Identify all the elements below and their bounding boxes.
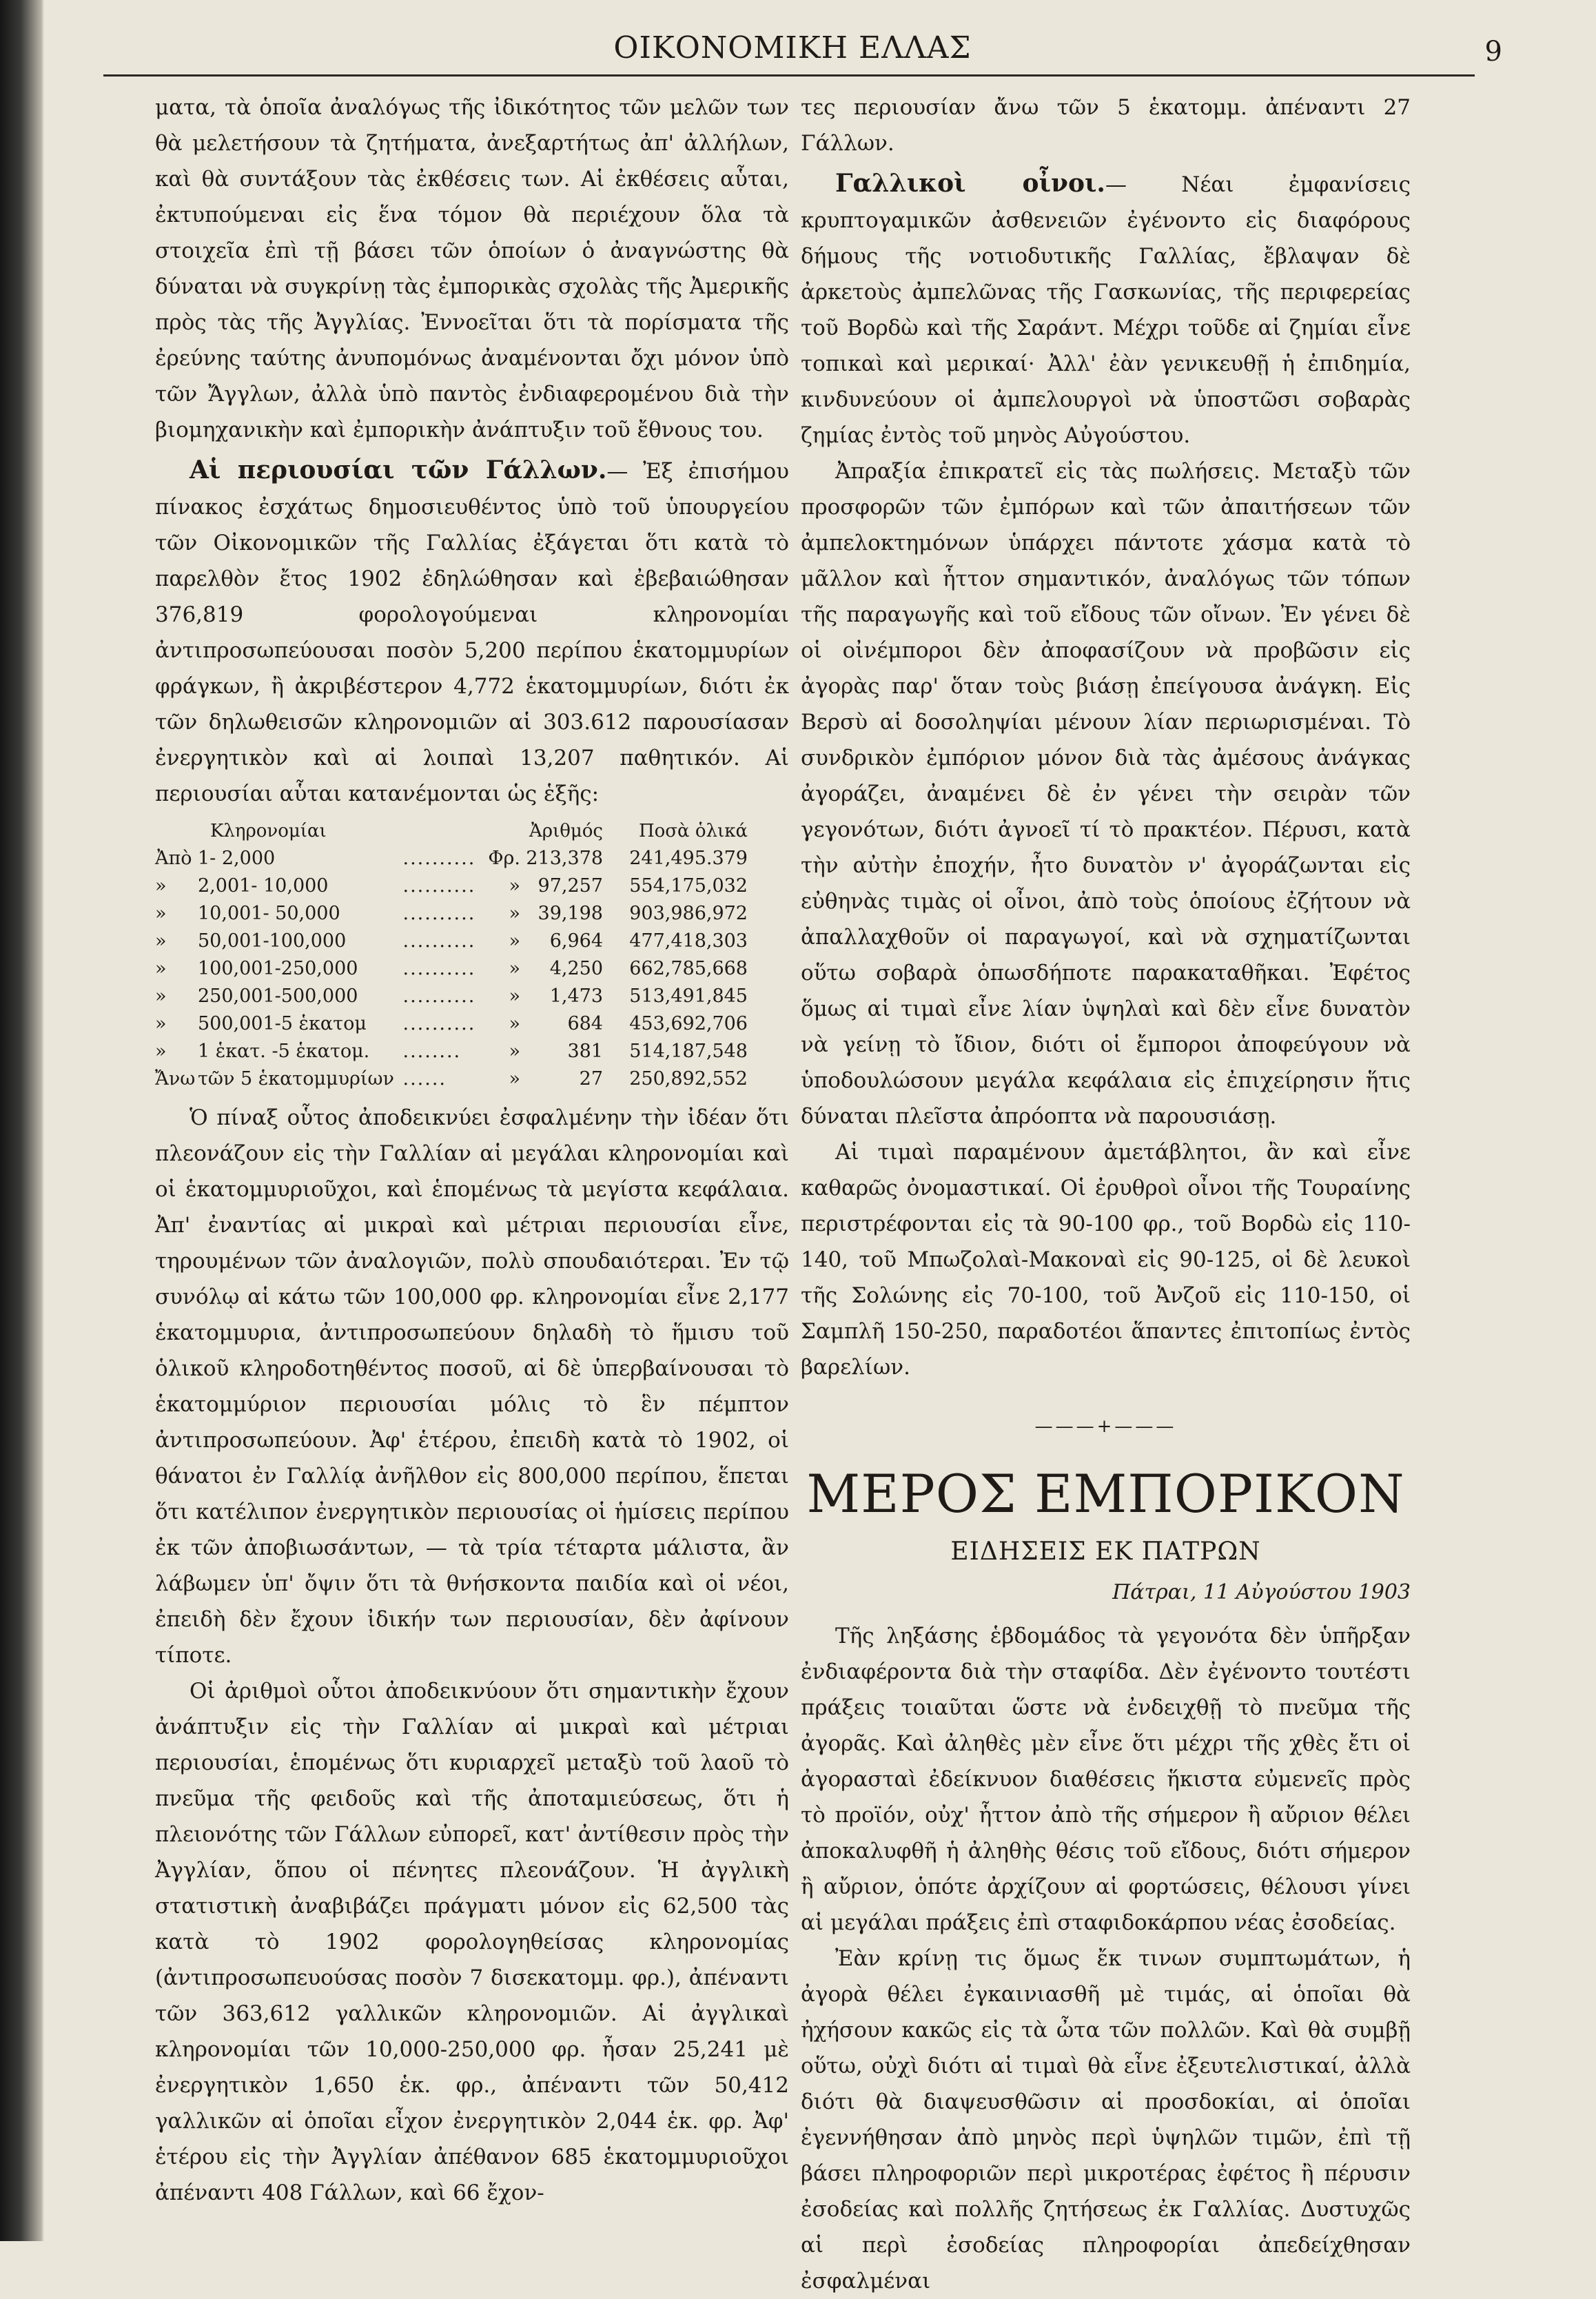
table-header-amount: Ποσὰ ὁλικά [638,821,748,841]
table-row [155,845,748,872]
row-count: 39,198 [538,903,603,924]
row-leader-dots: .......... [402,1013,476,1034]
row-range: τῶν 5 ἑκατομμυρίων [198,1068,394,1090]
article-heading: Αἱ περιουσίαι τῶν Γάλλων. [190,456,607,484]
row-prefix: Ἄνω [155,1068,196,1090]
row-leader-dots: ........ [402,1041,462,1062]
page-header [96,21,1502,69]
row-leader-dots: .......... [402,903,476,924]
table-row [155,872,748,900]
row-amount: 514,187,548 [629,1041,748,1062]
row-prefix: Ἀπὸ [155,848,192,869]
row-leader-dots: ...... [402,1068,447,1090]
header-rule [103,74,1475,76]
row-range: 250,001-500,000 [198,985,358,1007]
row-amount: 903,986,972 [629,903,748,924]
paragraph-currant-market: Τῆς ληξάσης ἑβδομάδος τὰ γεγονότα δὲν ὑπῆρξαν ἐνδιαφέροντα διὰ τὴν σταφίδα. Δὲν ἐγένοντο τουτέστι πράξεις τοιαῦται ὥστε νὰ ἐνδειχθῇ τὸ πνεῦμα τῆς ἀγορᾶς. Καὶ ἀληθὲς μὲν εἶνε ὅτι μέχρι τῆς χθὲς ἔτι οἱ ἀγορασταὶ ἐδείκνυον διαθέσεις ἥκιστα εὐμενεῖς πρὸς τὸ προϊόν, οὐχ' ἧττον ἀπὸ τῆς σήμερον ἢ αὔριον θέλει ἀποκαλυφθῆ ἡ ἀληθὴς θέσις τοῦ εἴδους, διότι σήμερον ἢ αὔριον, ὁπότε ἀρχίζουν αἱ φορτώσεις, θέλουσι γίνει αἱ μεγάλαι πράξεις ἐπὶ σταφιδοκάρπου νέας ἐσοδείας. [801,1624,1411,1935]
paragraph-text: — Ἐξ ἐπισήμου πίνακος ἐσχάτως δημοσιευθέντος ὑπὸ τοῦ ὑπουργείου τῶν Οἰκονομικῶν τῆς Γαλλίας ἐξάγεται ὅτι κατὰ τὸ παρελθὸν ἔτος 1902 ἐδηλώθησαν καὶ ἐβεβαιώθησαν 376,819 φορολογούμεναι κληρονομίαι ἀντιπροσωπεύουσαι ποσὸν 5,200 περίπου ἑκατομμυρίων φράγκων, ἢ ἀκριβέστερον 4,772 ἑκατομμυρίων, διότι ἐκ τῶν δηλωθεισῶν κληρονομιῶν αἱ 303.612 παρουσίασαν ἐνεργητικὸν καὶ αἱ λοιπαὶ 13,207 παθητικόν. Αἱ περιουσίαι αὗται κατανέμονται ὡς ἑξῆς: [155,459,790,806]
row-amount: 250,892,552 [629,1068,748,1090]
row-range: 100,001-250,000 [198,958,358,979]
left-column [155,90,789,2211]
section-title: ΜΕΡΟΣ ΕΜΠΟΡΙΚΟΝ [806,1463,1405,1524]
row-unit: » [509,1041,520,1062]
row-leader-dots: .......... [402,958,476,979]
page-binding-edge [0,0,44,2241]
row-prefix: » [155,875,167,897]
row-leader-dots: .......... [402,848,476,869]
row-unit: » [509,958,520,979]
row-leader-dots: .......... [402,985,476,1007]
row-amount: 453,692,706 [629,1013,748,1034]
table-header-row [155,817,748,845]
inheritance-table [155,817,748,1093]
row-unit: » [509,903,520,924]
paragraph-french-wines [801,165,1411,453]
row-count: 27 [579,1068,603,1090]
row-range: 50,001-100,000 [198,930,347,952]
row-count: 4,250 [549,958,603,979]
section-separator: ———+——— [1034,1416,1177,1437]
row-amount: 477,418,303 [629,930,748,952]
paragraph-analysis: Ὁ πίναξ οὗτος ἀποδεικνύει ἐσφαλμένην τὴν ἰδέαν ὅτι πλεονάζουν εἰς τὴν Γαλλίαν αἱ μεγάλαι κληρονομίαι καὶ οἱ ἑκατομμυριοῦχοι, καὶ ἑπομένως τὰ μεγίστα κεφάλαια. Ἀπ' ἐναντίας αἱ μικραὶ καὶ μέτριαι περιουσίαι εἶνε, τηρουμένων τῶν ἀναλογιῶν, πολὺ σπουδαιότεραι. Ἐν τῷ συνόλῳ αἱ κάτω τῶν 100,000 φρ. κληρονομίαι εἶνε 2,177 ἑκατομμυρια, ἀντιπροσωπεύουν δηλαδὴ τὸ ἥμισυ τοῦ ὁλικοῦ κληροδοτηθέντος ποσοῦ, αἱ δὲ ὑπερβαίνουσαι τὸ ἑκατομμύριον περιουσίαι μόλις τὸ ἓν πέμπτον ἀντιπροσωπεύουν. Ἀφ' ἑτέρου, ἐπειδὴ κατὰ τὸ 1902, οἱ θάνατοι ἐν Γαλλίᾳ ἀνῆλθον εἰς 800,000 περίπου, ἕπεται ὅτι κατέλιπον ἐνεργητικὸν περιουσίας οἱ ἡμίσεις περίπου ἐκ τῶν ἀποβιωσάντων, — τὰ τρία τέταρτα μάλιστα, ἂν λάβωμεν ὑπ' ὄψιν ὅτι τὰ θνήσκοντα παιδία καὶ οἱ νέοι, ἐπειδὴ δὲν ἔχουν ἰδικήν των περιουσίαν, δὲν ἀφίνουν τίποτε. [155,1105,789,1668]
row-unit: » [509,875,520,897]
paragraph-continuation: ματα, τὰ ὁποῖα ἀναλόγως τῆς ἰδικότητος τῶν μελῶν των θὰ μελετήσουν τὰ ζητήματα, ἀνεξαρτήτως ἀπ' ἀλλήλων, καὶ θὰ συντάξουν τὰς ἐκθέσεις των. Αἱ ἐκθέσεις αὗται, ἐκτυπούμεναι εἰς ἕνα τόμον θὰ περιέχουν ὅλα τὰ στοιχεῖα ἐπὶ τῇ βάσει τῶν ὁποίων ὁ ἀναγνώστης θὰ δύναται νὰ συγκρίνῃ τὰς ἐμπορικὰς σχολὰς τῆς Ἀμερικῆς πρὸς τὰς τῆς Ἀγγλίας. Ἐννοεῖται ὅτι τὰ πορίσματα τῆς ἐρεύνης ταύτης ἀνυπομόνως ἀναμένονται ὄχι μόνον ὑπὸ τῶν Ἄγγλων, ἀλλὰ ὑπὸ παντὸς ἐνδιαφερομένου διὰ τὴν βιομηχανικὴν καὶ ἐμπορικὴν ἀνάπτυξιν τοῦ ἔθνους του. [155,95,789,442]
journal-title: ΟΙΚΟΝΟΜΙΚΗ ΕΛΛΑΣ [613,30,972,65]
row-range: 1- 2,000 [198,848,276,869]
row-unit: » [509,930,520,952]
table-row [155,1065,748,1093]
row-unit: Φρ. [488,848,520,869]
row-prefix: » [155,903,167,924]
table-header-count: Ἀριθμός [529,821,603,841]
row-unit: » [509,1013,520,1034]
row-prefix: » [155,1013,167,1034]
paragraph-wine-sales: Ἀπραξία ἐπικρατεῖ εἰς τὰς πωλήσεις. Μεταξὺ τῶν προσφορῶν τῶν ἐμπόρων καὶ τῶν ἀπαιτήσεων τῶν ἀμπελοκτημόνων ὑπάρχει πάντοτε χάσμα κατὰ τὸ μᾶλλον καὶ ἧττον σημαντικόν, ἀναλόγως τῶν τόπων τῆς παραγωγῆς καὶ τοῦ εἴδους τῶν οἴνων. Ἐν γένει δὲ οἱ οἰνέμποροι δὲν ἀποφασίζουν νὰ προβῶσιν εἰς ἀγορὰς παρ' ὅταν τοὺς βιάσῃ ἐπείγουσα ἀνάγκη. Εἰς Βερσὺ αἱ δοσοληψίαι μένουν λίαν περιωρισμέναι. Τὸ συνδρικὸν ἐμπόριον μόνον διὰ τὰς ἀμέσους ἀνάγκας ἀγοράζει, ἀναμένει δὲ ἐν γένει τὴν σειρὰν τῶν γεγονότων, διότι ἀγνοεῖ τί τὸ πρακτέον. Πέρυσι, κατὰ τὴν αὐτὴν ἐποχήν, ἦτο δυνατὸν ν' ἀγοράζωνται εἰς εὐθηνὰς τιμὰς οἱ οἶνοι, ἀπὸ τοὺς ὁποίους ἐζήτουν νὰ ἀπαλλαχθοῦν οἱ παραγωγοί, καὶ νὰ σχηματίζωνται οὕτω σοβαρὰ ὁπωσδήποτε παρακαταθῆκαι. Ἐφέτος ὅμως αἱ τιμαὶ εἶνε λίαν ὑψηλαὶ καὶ δὲν εἶνε δυνατὸν νὰ γείνῃ τὸ ἴδιον, διότι οἱ ἔμποροι ἀποφεύγουν νὰ ὑποδουλώσουν μεγάλα κεφάλαια εἰς ἐπιχείρησιν ἥτις δύναται πλεῖστα ἀπρόοπτα νὰ παρουσιάσῃ. [801,459,1411,1129]
table-row [155,955,748,983]
paragraph-wine-prices: Αἱ τιμαὶ παραμένουν ἀμετάβλητοι, ἂν καὶ εἶνε καθαρῶς ὀνομαστικαί. Οἱ ἐρυθροὶ οἶνοι τῆς Τουραίνης περιστρέφονται εἰς τὰ 90-100 φρ., τοῦ Βορδὼ εἰς 110-140, τοῦ Μπωζολαὶ-Μακοναὶ εἰς 90-125, οἱ δὲ λευκοὶ τῆς Σολώνης εἰς 70-100, τοῦ Ἀνζοῦ εἰς 110-150, οἱ Σαμπλῆ 150-250, παραδοτέοι ἅπαντες ἐπιτοπίως ἐντὸς βαρελίων. [801,1140,1411,1380]
table-row [155,928,748,955]
paragraph-comparison: Οἱ ἀριθμοὶ οὗτοι ἀποδεικνύουν ὅτι σημαντικὴν ἔχουν ἀνάπτυξιν εἰς τὴν Γαλλίαν αἱ μικραὶ καὶ μέτριαι περιουσίαι, ἑπομένως ὅτι κυριαρχεῖ μεταξὺ τοῦ λαοῦ τὸ πνεῦμα τῆς φειδοῦς καὶ τῆς ἀποταμιεύσεως, ὅτι ἡ πλειονότης τῶν Γάλλων εὐπορεῖ, κατ' ἀντίθεσιν πρὸς τὴν Ἀγγλίαν, ὅπου οἱ πένητες πλεονάζουν. Ἡ ἀγγλικὴ στατιστικὴ ἀναβιβάζει πράγματι μόνον εἰς 62,500 τὰς κατὰ τὸ 1902 φορολογηθείσας κληρονομίας (ἀντιπροσωπευούσας ποσὸν 7 δισεκατομμ. φρ.), ἀπέναντι τῶν 363,612 γαλλικῶν κληρονομιῶν. Αἱ ἀγγλικαὶ κληρονομίαι τῶν 10,000-250,000 φρ. ἦσαν 25,241 μὲ ἐνεργητικὸν 1,650 ἑκ. φρ., ἀπέναντι τῶν 50,412 γαλλικῶν αἱ ὁποῖαι εἶχον ἐνεργητικὸν 2,044 ἑκ. φρ. Ἀφ' ἑτέρου εἰς τὴν Ἀγγλίαν ἀπέθανον 685 ἑκατομμυριοῦχοι ἀπέναντι 408 Γάλλων, καὶ 66 ἔχον- [155,1679,789,2205]
page-number: 9 [1484,36,1502,68]
row-range: 500,001-5 ἑκατομ [198,1013,367,1034]
row-leader-dots: .......... [402,875,476,897]
table-row [155,983,748,1010]
row-count: 6,964 [549,930,603,952]
paragraph-french-fortunes [155,452,789,812]
row-prefix: » [155,958,167,979]
row-prefix: » [155,985,167,1007]
table-row [155,1010,748,1038]
row-unit: » [509,985,520,1007]
table-row [155,1038,748,1065]
row-amount: 513,491,845 [629,985,748,1007]
paragraph-continuation: τες περιουσίαν ἄνω τῶν 5 ἑκατομμ. ἀπέναντι 27 Γάλλων. [801,95,1411,156]
row-prefix: » [155,1041,167,1062]
table-header-inheritances: Κληρονομίαι [210,821,327,841]
section-subtitle: ΕΙΔΗΣΕΙΣ ΕΚ ΠΑΤΡΩΝ [950,1537,1261,1566]
paragraph-market-outlook: Ἐὰν κρίνῃ τις ὅμως ἔκ τινων συμπτωμάτων, ἡ ἀγορὰ θέλει ἐγκαινιασθῆ μὲ τιμάς, αἱ ὁποῖαι θὰ ἠχήσουν κακῶς εἰς τὰ ὦτα τῶν πολλῶν. Καὶ θὰ συμβῇ οὕτω, οὐχὶ διότι αἱ τιμαὶ θὰ εἶνε ἐξευτελιστικαί, ἀλλὰ διότι θὰ διαψευσθῶσιν αἱ προσδοκίαι, αἱ ὁποῖαι ἐγεννήθησαν ἀπὸ μηνὸς περὶ ὑψηλῶν τιμῶν, ἐπὶ τῇ βάσει πληροφοριῶν περὶ μικροτέρας ἐφέτος ἢ πέρυσιν ἐσοδείας καὶ πολλῆς ζητήσεως ἐκ Γαλλίας. Δυστυχῶς αἱ περὶ ἐσοδείας πληροφορίαι ἀπεδείχθησαν ἐσφαλμέναι [801,1946,1411,2293]
row-unit: » [509,1068,520,1090]
row-count: 213,378 [526,848,603,869]
row-leader-dots: .......... [402,930,476,952]
row-count: 1,473 [549,985,603,1007]
row-count: 97,257 [538,875,603,897]
row-amount: 241,495.379 [629,848,748,869]
row-count: 381 [567,1041,603,1062]
right-column [801,90,1411,2299]
row-range: 1 ἑκατ. -5 ἑκατομ. [198,1041,370,1062]
dateline: Πάτραι, 11 Αὐγούστου 1903 [1112,1580,1411,1604]
table-row [155,900,748,928]
article-heading: Γαλλικοὶ οἶνοι. [835,169,1105,198]
row-count: 684 [567,1013,603,1034]
row-amount: 554,175,032 [629,875,748,897]
paragraph-text: — Νέαι ἐμφανίσεις κρυπτογαμικῶν ἀσθενειῶν ἐγένοντο εἰς διαφόρους δήμους τῆς νοτιοδυτικῆς Γαλλίας, ἔβλαψαν δὲ ἀρκετοὺς ἀμπελῶνας τῆς Γασκωνίας, τῆς περιφερείας τοῦ Βορδὼ καὶ τῆς Σαράντ. Μέχρι τοῦδε αἱ ζημίαι εἶνε τοπικαὶ καὶ μερικαί· Ἀλλ' ἐὰν γενικευθῇ ἡ ἐπιδημία, κινδυνεύουν οἱ ἀμπελουργοὶ νὰ ὑποστῶσι σοβαρὰς ζημίας ἐντὸς τοῦ μηνὸς Αὐγούστου. [801,172,1411,448]
row-prefix: » [155,930,167,952]
row-range: 2,001- 10,000 [198,875,329,897]
row-range: 10,001- 50,000 [198,903,340,924]
row-amount: 662,785,668 [629,958,748,979]
